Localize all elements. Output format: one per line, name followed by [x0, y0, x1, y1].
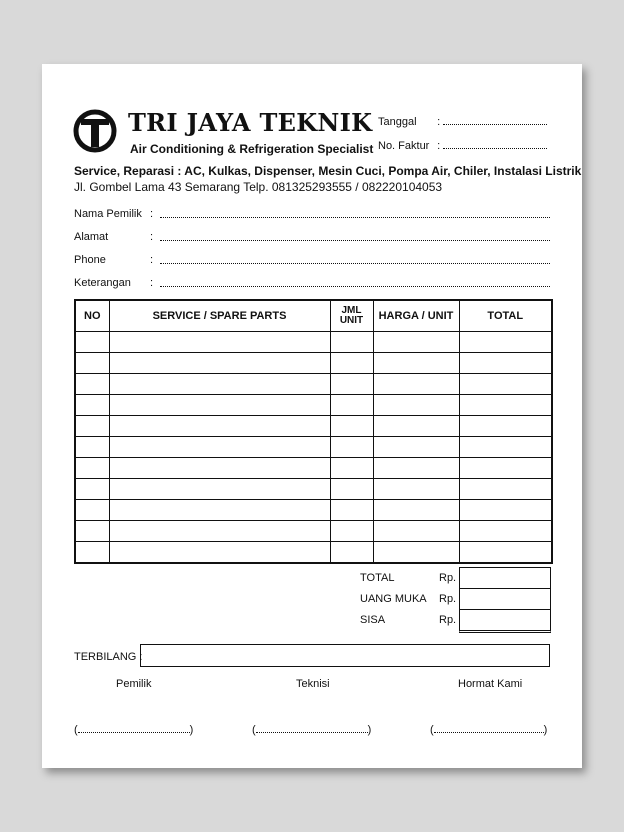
- table-cell[interactable]: [373, 332, 459, 353]
- table-row: [75, 479, 552, 500]
- table-row: [75, 458, 552, 479]
- summary-total-rp: Rp.: [439, 572, 457, 584]
- signature-hormat-line[interactable]: [430, 724, 547, 736]
- field-colon: :: [150, 208, 154, 220]
- faktur-row: [378, 140, 547, 152]
- signature-dots: [78, 724, 190, 733]
- table-cell[interactable]: [109, 437, 330, 458]
- table-cell[interactable]: [330, 332, 373, 353]
- signature-hormat-label: Hormat Kami: [458, 678, 523, 690]
- field-line: [160, 286, 550, 287]
- table-cell[interactable]: [109, 458, 330, 479]
- table-cell[interactable]: [459, 542, 552, 564]
- table-cell[interactable]: [459, 479, 552, 500]
- table-cell[interactable]: [459, 521, 552, 542]
- header-total: TOTAL: [459, 300, 552, 332]
- faktur-label: No. Faktur: [378, 140, 430, 152]
- table-cell[interactable]: [373, 542, 459, 564]
- table-cell[interactable]: [373, 395, 459, 416]
- field-colon: :: [150, 231, 154, 243]
- table-cell[interactable]: [75, 416, 109, 437]
- table-cell[interactable]: [330, 458, 373, 479]
- header-harga: HARGA / UNIT: [373, 300, 459, 332]
- table-cell[interactable]: [109, 500, 330, 521]
- faktur-colon: :: [437, 140, 441, 152]
- table-cell[interactable]: [330, 500, 373, 521]
- items-table: [74, 299, 553, 564]
- signature-pemilik-label: Pemilik: [116, 678, 152, 690]
- table-cell[interactable]: [330, 437, 373, 458]
- table-row: [75, 353, 552, 374]
- table-cell[interactable]: [330, 542, 373, 564]
- table-cell[interactable]: [459, 332, 552, 353]
- table-cell[interactable]: [75, 458, 109, 479]
- table-cell[interactable]: [330, 479, 373, 500]
- table-cell[interactable]: [373, 437, 459, 458]
- open-paren: (: [74, 724, 78, 736]
- tanggal-label: Tanggal: [378, 116, 417, 128]
- field-label: Keterangan: [74, 277, 131, 289]
- tanggal-field[interactable]: [443, 116, 547, 125]
- summary-sisa-rp: Rp.: [439, 614, 457, 626]
- table-row: [75, 437, 552, 458]
- table-cell[interactable]: [75, 500, 109, 521]
- field-nama-pemilik[interactable]: [74, 208, 550, 222]
- header-service: SERVICE / SPARE PARTS: [109, 300, 330, 332]
- table-cell[interactable]: [109, 374, 330, 395]
- table-row: [75, 395, 552, 416]
- close-paren: ): [367, 724, 372, 736]
- field-label: Phone: [74, 254, 106, 266]
- table-cell[interactable]: [75, 542, 109, 564]
- table-cell[interactable]: [109, 416, 330, 437]
- table-cell[interactable]: [373, 458, 459, 479]
- table-cell[interactable]: [109, 479, 330, 500]
- faktur-field[interactable]: [443, 140, 547, 149]
- table-cell[interactable]: [459, 416, 552, 437]
- company-name: TRI JAYA TEKNIK: [128, 108, 373, 137]
- table-cell[interactable]: [75, 521, 109, 542]
- table-cell[interactable]: [75, 437, 109, 458]
- table-row: [75, 542, 552, 564]
- table-cell[interactable]: [373, 353, 459, 374]
- table-cell[interactable]: [459, 500, 552, 521]
- table-cell[interactable]: [109, 353, 330, 374]
- table-body: [75, 332, 552, 564]
- field-label: Nama Pemilik: [74, 208, 142, 220]
- header-no: NO: [75, 300, 109, 332]
- table-cell[interactable]: [109, 395, 330, 416]
- table-row: [75, 374, 552, 395]
- open-paren: (: [430, 724, 434, 736]
- signature-dots: [256, 724, 368, 733]
- table-cell[interactable]: [459, 374, 552, 395]
- table-cell[interactable]: [109, 542, 330, 564]
- field-line: [160, 240, 550, 241]
- field-line: [160, 217, 550, 218]
- table-cell[interactable]: [75, 374, 109, 395]
- services-line: Service, Reparasi : AC, Kulkas, Dispenser, Mesin Cuci, Pompa Air, Chiler, Instalasi Listrik: [74, 164, 582, 178]
- header-jml-unit: [330, 300, 373, 332]
- field-phone[interactable]: [74, 254, 550, 268]
- field-colon: :: [150, 254, 154, 266]
- table-cell[interactable]: [75, 332, 109, 353]
- total-box[interactable]: [459, 567, 551, 589]
- table-cell[interactable]: [330, 521, 373, 542]
- table-cell[interactable]: [459, 395, 552, 416]
- table-row: [75, 500, 552, 521]
- table-cell[interactable]: [75, 395, 109, 416]
- header-unit: UNIT: [339, 315, 364, 326]
- close-paren: ): [189, 724, 194, 736]
- table-cell[interactable]: [75, 479, 109, 500]
- company-tagline: Air Conditioning & Refrigeration Specialist: [130, 142, 374, 156]
- open-paren: (: [252, 724, 256, 736]
- close-paren: ): [543, 724, 548, 736]
- tanggal-colon: :: [437, 116, 441, 128]
- field-label: Alamat: [74, 231, 109, 243]
- table-row: [75, 416, 552, 437]
- table-cell[interactable]: [330, 395, 373, 416]
- summary-uang-muka-label: UANG MUKA: [360, 593, 427, 605]
- summary-sisa-label: SISA: [360, 614, 386, 626]
- header-jml: JML: [341, 305, 362, 316]
- uang-muka-box[interactable]: [459, 588, 551, 610]
- signature-teknisi-label: Teknisi: [296, 678, 330, 690]
- table-cell[interactable]: [373, 500, 459, 521]
- signature-teknisi-line[interactable]: [252, 724, 371, 736]
- table-cell[interactable]: [459, 437, 552, 458]
- table-cell[interactable]: [330, 416, 373, 437]
- address-line: Jl. Gombel Lama 43 Semarang Telp. 081325293555 / 082220104053: [74, 180, 443, 194]
- tanggal-row: [378, 116, 547, 128]
- invoice-paper: [42, 64, 582, 768]
- table-cell[interactable]: [109, 521, 330, 542]
- table-header-row: [75, 300, 552, 332]
- table-cell[interactable]: [330, 374, 373, 395]
- table-cell[interactable]: [330, 353, 373, 374]
- field-alamat[interactable]: [74, 231, 550, 245]
- field-keterangan[interactable]: [74, 277, 550, 291]
- table-cell[interactable]: [373, 374, 459, 395]
- table-row: [75, 521, 552, 542]
- table-cell[interactable]: [373, 521, 459, 542]
- field-colon: :: [150, 277, 154, 289]
- signature-pemilik-line[interactable]: [74, 724, 193, 736]
- table-cell[interactable]: [459, 458, 552, 479]
- table-cell[interactable]: [109, 332, 330, 353]
- field-line: [160, 263, 550, 264]
- table-row: [75, 332, 552, 353]
- table-cell[interactable]: [373, 416, 459, 437]
- company-logo-icon: [72, 108, 118, 154]
- summary-uang-muka-rp: Rp.: [439, 593, 457, 605]
- summary-total-label: TOTAL: [360, 572, 395, 584]
- signature-dots: [434, 724, 544, 733]
- terbilang-label: TERBILANG :: [74, 651, 143, 663]
- terbilang-box[interactable]: [140, 644, 550, 667]
- table-cell[interactable]: [459, 353, 552, 374]
- sisa-box[interactable]: [459, 609, 551, 633]
- table-cell[interactable]: [373, 479, 459, 500]
- table-cell[interactable]: [75, 353, 109, 374]
